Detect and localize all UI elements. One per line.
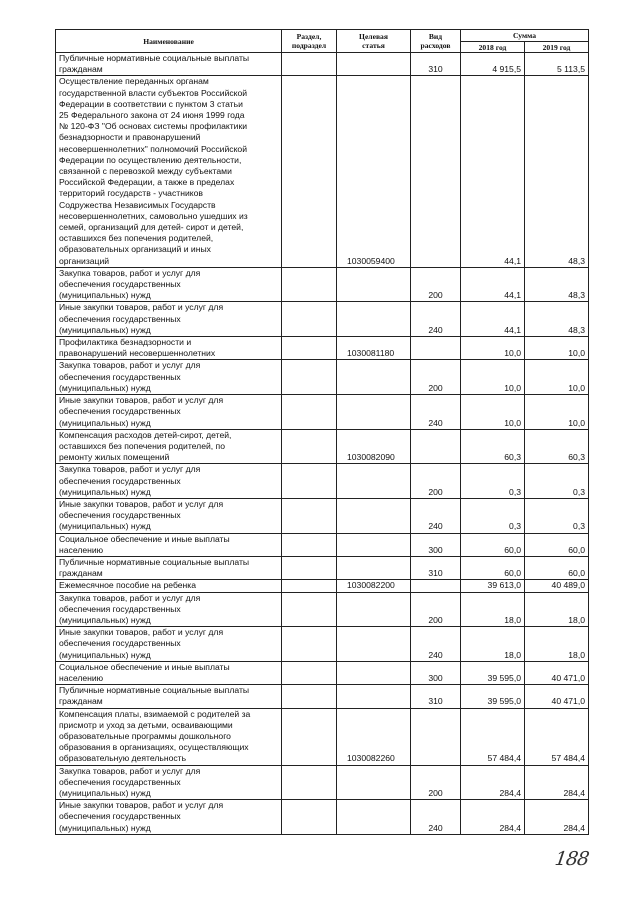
cell-celevaya bbox=[337, 464, 411, 499]
table-row bbox=[56, 708, 589, 765]
cell-vid: 200 bbox=[411, 464, 461, 499]
cell-sum-2018: 10,0 bbox=[461, 360, 525, 395]
cell-razdel bbox=[282, 685, 337, 708]
cell-razdel bbox=[282, 592, 337, 627]
cell-sum-2019: 18,0 bbox=[525, 592, 589, 627]
cell-razdel bbox=[282, 533, 337, 556]
cell-razdel bbox=[282, 556, 337, 579]
table-row bbox=[56, 302, 589, 337]
cell-sum-2018: 284,4 bbox=[461, 800, 525, 835]
cell-sum-2018: 39 613,0 bbox=[461, 580, 525, 592]
cell-razdel bbox=[282, 765, 337, 800]
cell-vid bbox=[411, 337, 461, 360]
cell-razdel bbox=[282, 76, 337, 267]
cell-name: Иные закупки товаров, работ и услуг для обеспечения государственных (муниципальных) нужд bbox=[56, 800, 282, 835]
cell-vid: 310 bbox=[411, 53, 461, 76]
cell-celevaya bbox=[337, 53, 411, 76]
cell-sum-2019: 10,0 bbox=[525, 337, 589, 360]
header-name: Наименование bbox=[56, 30, 282, 53]
cell-celevaya bbox=[337, 302, 411, 337]
cell-sum-2019: 284,4 bbox=[525, 800, 589, 835]
cell-sum-2018: 10,0 bbox=[461, 337, 525, 360]
cell-sum-2019: 40 489,0 bbox=[525, 580, 589, 592]
cell-celevaya bbox=[337, 533, 411, 556]
cell-razdel bbox=[282, 580, 337, 592]
cell-vid: 310 bbox=[411, 556, 461, 579]
cell-sum-2019: 0,3 bbox=[525, 498, 589, 533]
cell-sum-2018: 18,0 bbox=[461, 592, 525, 627]
cell-vid: 240 bbox=[411, 800, 461, 835]
cell-name: Социальное обеспечение и иные выплаты населению bbox=[56, 533, 282, 556]
cell-sum-2018: 60,0 bbox=[461, 556, 525, 579]
cell-vid: 310 bbox=[411, 685, 461, 708]
header-celevaya: Целевая статья bbox=[337, 30, 411, 53]
cell-razdel bbox=[282, 498, 337, 533]
cell-razdel bbox=[282, 53, 337, 76]
table-row bbox=[56, 592, 589, 627]
cell-celevaya bbox=[337, 592, 411, 627]
cell-sum-2019: 10,0 bbox=[525, 360, 589, 395]
cell-celevaya bbox=[337, 685, 411, 708]
cell-vid: 300 bbox=[411, 533, 461, 556]
cell-vid: 240 bbox=[411, 627, 461, 662]
cell-sum-2018: 44,1 bbox=[461, 76, 525, 267]
cell-celevaya bbox=[337, 556, 411, 579]
cell-vid bbox=[411, 429, 461, 464]
table-row bbox=[56, 53, 589, 76]
cell-vid: 240 bbox=[411, 498, 461, 533]
table-row bbox=[56, 464, 589, 499]
cell-vid: 200 bbox=[411, 360, 461, 395]
cell-sum-2018: 18,0 bbox=[461, 627, 525, 662]
cell-celevaya bbox=[337, 765, 411, 800]
cell-sum-2019: 40 471,0 bbox=[525, 685, 589, 708]
table-row bbox=[56, 395, 589, 430]
table-row bbox=[56, 76, 589, 267]
cell-sum-2018: 4 915,5 bbox=[461, 53, 525, 76]
cell-sum-2018: 0,3 bbox=[461, 498, 525, 533]
cell-vid bbox=[411, 708, 461, 765]
cell-name: Публичные нормативные социальные выплаты гражданам bbox=[56, 53, 282, 76]
cell-razdel bbox=[282, 800, 337, 835]
cell-sum-2018: 60,3 bbox=[461, 429, 525, 464]
table-row bbox=[56, 661, 589, 684]
cell-name: Закупка товаров, работ и услуг для обеспечения государственных (муниципальных) нужд bbox=[56, 464, 282, 499]
cell-sum-2018: 39 595,0 bbox=[461, 661, 525, 684]
cell-celevaya: 1030082260 bbox=[337, 708, 411, 765]
cell-vid: 200 bbox=[411, 592, 461, 627]
cell-celevaya bbox=[337, 360, 411, 395]
header-2018: 2018 год bbox=[461, 42, 525, 53]
cell-name: Закупка товаров, работ и услуг для обеспечения государственных (муниципальных) нужд bbox=[56, 592, 282, 627]
table-row bbox=[56, 685, 589, 708]
cell-sum-2018: 284,4 bbox=[461, 765, 525, 800]
cell-name: Осуществление переданных органам государственной власти субъектов Российской Федерации в соответствии с пунктом 3 статьи 25 Федерального закона от 24 июня 1999 года № 120-ФЗ "Об основах системы профилактики безнадзорности и правонарушений несовершеннолетних" полномочий Российской Федерации по осуществлению деятельности, связанной с перевозкой между субъектами Российской Федерации, а также в пределах территорий государств - участников Содружества Независимых Государств несовершеннолетних, самовольно ушедших из семей, организаций для детей- сирот и детей, оставшихся без попечения родителей, образовательных организаций и иных организаций bbox=[56, 76, 282, 267]
cell-name: Социальное обеспечение и иные выплаты населению bbox=[56, 661, 282, 684]
cell-sum-2019: 284,4 bbox=[525, 765, 589, 800]
cell-vid: 240 bbox=[411, 302, 461, 337]
cell-vid bbox=[411, 580, 461, 592]
cell-name: Иные закупки товаров, работ и услуг для обеспечения государственных (муниципальных) нужд bbox=[56, 395, 282, 430]
cell-razdel bbox=[282, 627, 337, 662]
cell-name: Закупка товаров, работ и услуг для обеспечения государственных (муниципальных) нужд bbox=[56, 765, 282, 800]
cell-vid: 200 bbox=[411, 267, 461, 302]
cell-celevaya bbox=[337, 395, 411, 430]
cell-sum-2019: 60,3 bbox=[525, 429, 589, 464]
cell-celevaya: 1030081180 bbox=[337, 337, 411, 360]
table-row bbox=[56, 800, 589, 835]
cell-name: Иные закупки товаров, работ и услуг для обеспечения государственных (муниципальных) нужд bbox=[56, 627, 282, 662]
table-header bbox=[56, 30, 589, 53]
cell-sum-2019: 48,3 bbox=[525, 267, 589, 302]
table-row bbox=[56, 765, 589, 800]
cell-name: Иные закупки товаров, работ и услуг для обеспечения государственных (муниципальных) нужд bbox=[56, 302, 282, 337]
table-row bbox=[56, 580, 589, 592]
cell-name: Компенсация платы, взимаемой с родителей за присмотр и уход за детьми, осваивающими образовательные программы дошкольного образования в организациях, осуществляющих образовательную деятельность bbox=[56, 708, 282, 765]
page-number: 188 bbox=[553, 848, 590, 870]
cell-celevaya: 1030059400 bbox=[337, 76, 411, 267]
cell-sum-2019: 40 471,0 bbox=[525, 661, 589, 684]
cell-name: Закупка товаров, работ и услуг для обеспечения государственных (муниципальных) нужд bbox=[56, 267, 282, 302]
cell-sum-2019: 10,0 bbox=[525, 395, 589, 430]
table-body bbox=[56, 53, 589, 835]
budget-table bbox=[55, 29, 589, 835]
cell-sum-2019: 48,3 bbox=[525, 76, 589, 267]
cell-vid: 200 bbox=[411, 765, 461, 800]
table-row bbox=[56, 533, 589, 556]
table-row bbox=[56, 337, 589, 360]
cell-name: Профилактика безнадзорности и правонарушений несовершеннолетних bbox=[56, 337, 282, 360]
cell-razdel bbox=[282, 464, 337, 499]
table-row bbox=[56, 498, 589, 533]
cell-sum-2019: 48,3 bbox=[525, 302, 589, 337]
cell-name: Ежемесячное пособие на ребенка bbox=[56, 580, 282, 592]
cell-razdel bbox=[282, 337, 337, 360]
table-row bbox=[56, 556, 589, 579]
cell-sum-2019: 60,0 bbox=[525, 556, 589, 579]
cell-sum-2018: 0,3 bbox=[461, 464, 525, 499]
cell-razdel bbox=[282, 708, 337, 765]
cell-vid bbox=[411, 76, 461, 267]
cell-celevaya bbox=[337, 498, 411, 533]
cell-vid: 240 bbox=[411, 395, 461, 430]
cell-celevaya: 1030082200 bbox=[337, 580, 411, 592]
cell-sum-2018: 44,1 bbox=[461, 302, 525, 337]
cell-sum-2019: 0,3 bbox=[525, 464, 589, 499]
cell-sum-2019: 60,0 bbox=[525, 533, 589, 556]
cell-sum-2018: 10,0 bbox=[461, 395, 525, 430]
cell-razdel bbox=[282, 302, 337, 337]
cell-name: Публичные нормативные социальные выплаты гражданам bbox=[56, 556, 282, 579]
table-row bbox=[56, 267, 589, 302]
cell-name: Публичные нормативные социальные выплаты гражданам bbox=[56, 685, 282, 708]
cell-razdel bbox=[282, 429, 337, 464]
cell-razdel bbox=[282, 661, 337, 684]
header-razdel: Раздел, подраздел bbox=[282, 30, 337, 53]
cell-sum-2019: 57 484,4 bbox=[525, 708, 589, 765]
header-summa: Сумма bbox=[461, 30, 589, 42]
cell-sum-2018: 57 484,4 bbox=[461, 708, 525, 765]
cell-name: Закупка товаров, работ и услуг для обеспечения государственных (муниципальных) нужд bbox=[56, 360, 282, 395]
cell-sum-2018: 44,1 bbox=[461, 267, 525, 302]
cell-sum-2019: 5 113,5 bbox=[525, 53, 589, 76]
cell-vid: 300 bbox=[411, 661, 461, 684]
header-2019: 2019 год bbox=[525, 42, 589, 53]
cell-razdel bbox=[282, 395, 337, 430]
cell-sum-2018: 60,0 bbox=[461, 533, 525, 556]
cell-name: Иные закупки товаров, работ и услуг для обеспечения государственных (муниципальных) нужд bbox=[56, 498, 282, 533]
cell-celevaya bbox=[337, 267, 411, 302]
table-row bbox=[56, 627, 589, 662]
cell-name: Компенсация расходов детей-сирот, детей, оставшихся без попечения родителей, по ремонту жилых помещений bbox=[56, 429, 282, 464]
cell-celevaya bbox=[337, 627, 411, 662]
cell-celevaya bbox=[337, 661, 411, 684]
cell-sum-2018: 39 595,0 bbox=[461, 685, 525, 708]
cell-celevaya bbox=[337, 800, 411, 835]
cell-razdel bbox=[282, 360, 337, 395]
cell-razdel bbox=[282, 267, 337, 302]
cell-sum-2019: 18,0 bbox=[525, 627, 589, 662]
table-row bbox=[56, 360, 589, 395]
header-vid: Вид расходов bbox=[411, 30, 461, 53]
table-row bbox=[56, 429, 589, 464]
cell-celevaya: 1030082090 bbox=[337, 429, 411, 464]
